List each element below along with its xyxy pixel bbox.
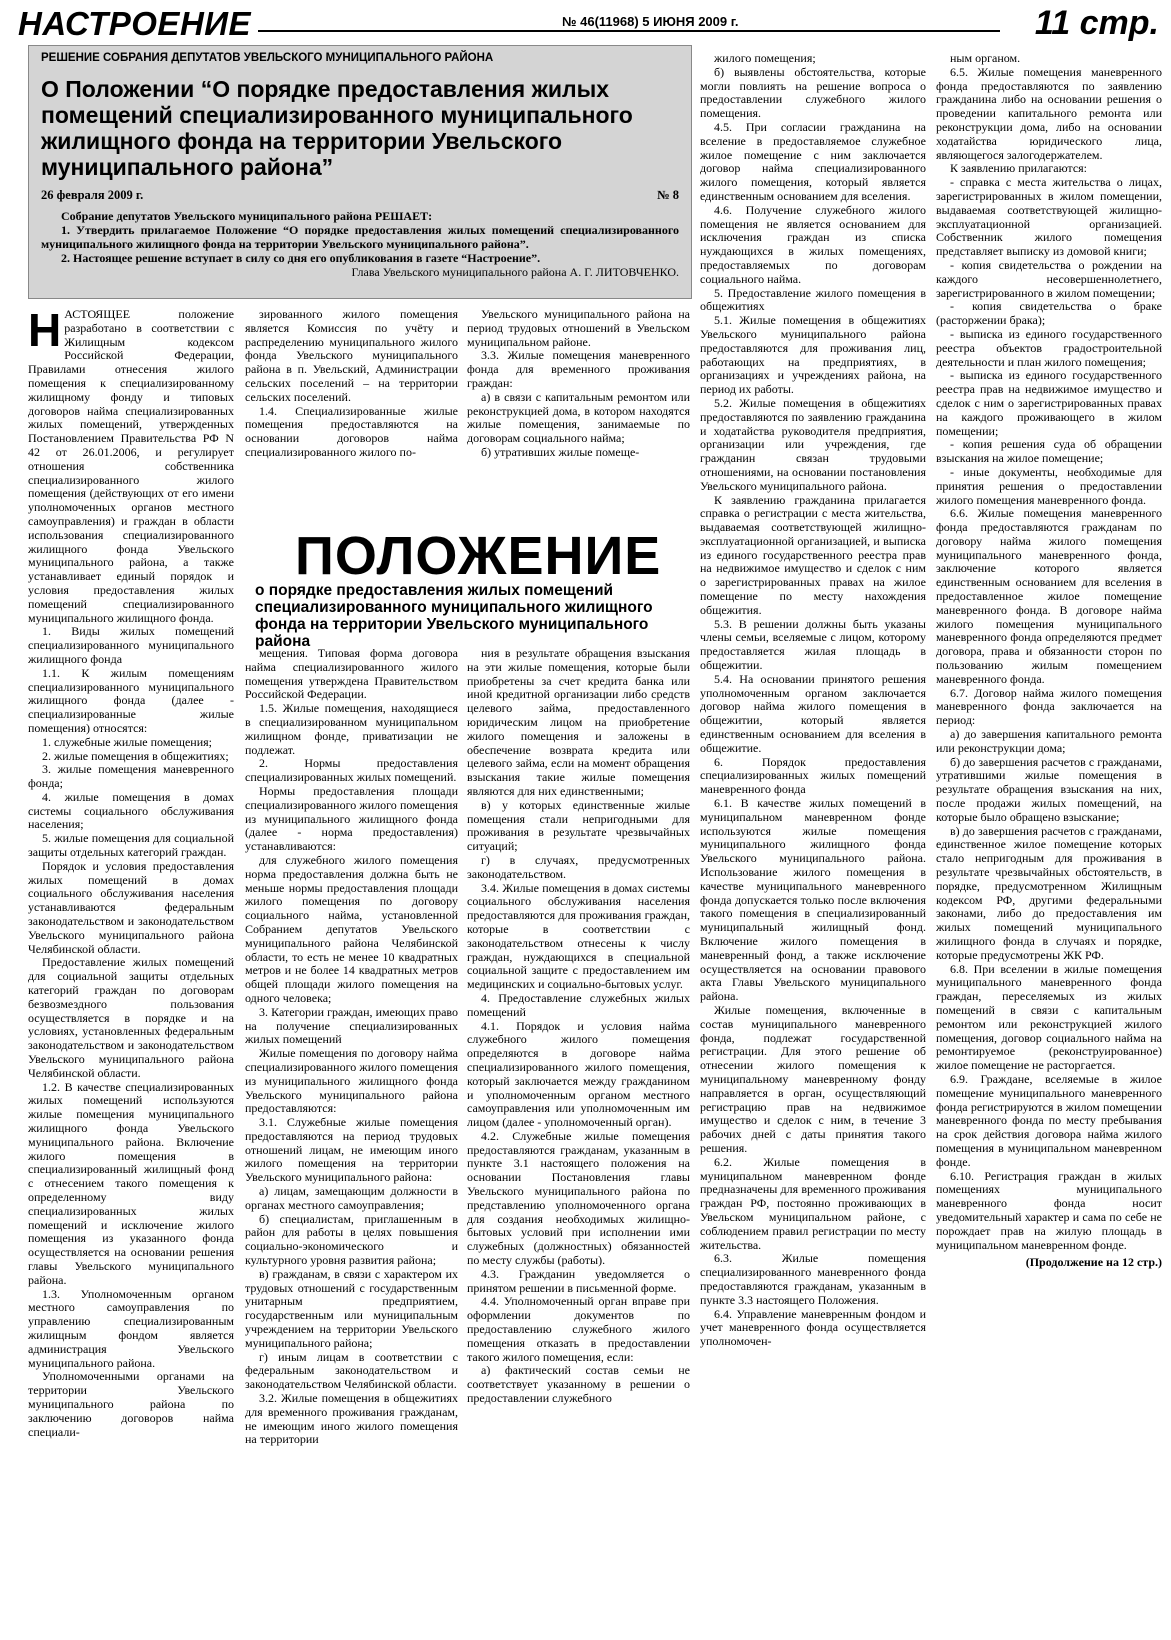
paragraph: 3.2. Жилые помещения в общежитиях для временного проживания гражданам, не имеющим иного жилого помещения на территории (245, 1391, 458, 1447)
paragraph: Предоставление жилых помещений для социальной защиты отдельных категорий граждан по договорам безвозмездного пользования осуществляется в порядке и на условиях, установленных федеральным законодательством и законодательством Увельского муниципального района Челябинской области. (28, 955, 234, 1080)
paragraph: 3.4. Жилые помещения в домах системы социального обслуживания населения предоставляются для проживания граждан, которые в соответствии с законодательством отнесены к числу граждан, нуждающихся в специальной социальной защите с предоставлением им медицинских и социально-бытовых услуг. (467, 880, 690, 992)
paragraph: 1.3. Уполномоченным органом местного самоуправления по управлению специализированным жилищным фондом является администрация Увельского муниципального района. (28, 1286, 234, 1370)
paragraph: - справка с места жительства о лицах, зарегистрированных в жилом помещении, выдаваемая соответствующей жилищно-эксплуатационной организацией. Собственник жилого помещения представляет выписку из домовой книги; (936, 175, 1162, 259)
paragraph: Уполномоченными органами на территории Увельского муниципального района по заключению договоров найма специали- (28, 1369, 234, 1439)
paragraph: - копия решения суда об обращении взыскания на жилое помещение; (936, 437, 1162, 466)
paragraph: ния в результате обращения взыскания на эти жилые помещения, которые были приобретены за счет кредита банка или иной кредитной организации либо средств целевого займа, предоставленного юридическим лицом на приобретение жилого помещения и заложены в обеспечение возврата кредита или целевого займа, если на момент обращения взыскания такие жилые помещения являются для них единственными; (467, 647, 690, 798)
paragraph: 5.3. В решении должны быть указаны члены семьи, вселяемые с лицом, которому предоставляется жилая площадь в общежитии. (700, 616, 926, 673)
paragraph: 1.1. К жилым помещениям специализированного муниципального жилищного фонда (далее - специализированные жилые помещения) относятся: (28, 665, 234, 735)
paragraph: - выписка из единого государственного реестра объектов градостроительной деятельности и план жилого помещения; (936, 326, 1162, 369)
paragraph: 6.2. Жилые помещения в муниципальном маневренном фонде предназначены для временного проживания граждан РФ, постоянно проживающих в Увельском муниципальном районе, с соблюдением правил регистрации по месту жительства. (700, 1154, 926, 1252)
column-5-text (936, 52, 1162, 1252)
paragraph: а) до завершения капитального ремонта или реконструкции дома; (936, 727, 1162, 755)
paragraph: б) до завершения расчетов с гражданами, утратившими жилые помещения в результате обращения взыскания на них, после продажи жилых помещений, на которые было обращено взыскание; (936, 754, 1162, 824)
paragraph: 6.3. Жилые помещения специализированного маневренного фонда предоставляются гражданам, указанным в пункте 3.3 настоящего Положения. (700, 1251, 926, 1307)
paragraph: г) в случаях, предусмотренных законодательством. (467, 852, 690, 881)
paragraph: б) выявлены обстоятельства, которые могли повлиять на решение вопроса о предоставлении служебного жилого помещения. (700, 64, 926, 121)
paragraph: АСТОЯЩЕЕ положение разработано в соответствии с Жилищным кодексом Российской Федерации, Правилами отнесения жилого помещения к специализированному жилищному фонду и типовых договоров найма специализированных жилых помещений, утвержденных Постановлением Правительства РФ N 42 от 26.01.2006, и регулирует отношения собственника специализированного жилого помещения (действующих от его имени уполномоченных органов местного самоуправления) и граждан в области использования специализированного жилищного фонда Увельского муниципального района, а также устанавливает единый порядок и условия предоставления жилых помещений специализированного муниципального жилищного фонда. (28, 308, 234, 625)
paragraph: 5. Предоставление жилого помещения в общежитиях (700, 285, 926, 314)
decision-heading: РЕШЕНИЕ СОБРАНИЯ ДЕПУТАТОВ УВЕЛЬСКОГО МУНИЦИПАЛЬНОГО РАЙОНА (41, 52, 494, 64)
paragraph: 4. Предоставление служебных жилых помещений (467, 990, 690, 1019)
decision-box (28, 45, 692, 299)
paragraph: мещения. Типовая форма договора найма специализированного жилого помещения утверждена Правительством Российской Федерации. (245, 647, 458, 702)
paragraph: 1.2. В качестве специализированных жилых помещений используются жилые помещения муниципального жилищного фонда Увельского муниципального района. Включение жилого помещения в специализированный жилищный фонд с отнесением такого помещения к определенному виду специализированных жилых помещений и исключение жилого помещения из указанного фонда осуществляется на основании решения главы Увельского муниципального района. (28, 1079, 234, 1287)
header-rule (258, 30, 1000, 32)
newspaper-title: НАСТРОЕНИЕ (18, 5, 252, 42)
column-3-top (467, 308, 690, 538)
paragraph: - копия свидетельства о рождении на каждого несовершеннолетнего, зарегистрированного в жилом помещении; (936, 257, 1162, 300)
column-2-top (245, 308, 458, 538)
decision-text-1: Собрание депутатов Увельского муниципального района РЕШАЕТ: (61, 209, 433, 223)
paragraph: а) в связи с капитальным ремонтом или реконструкцией дома, в котором находятся жилые помещения, занимаемые по договорам социального найма; (467, 389, 690, 446)
paragraph: а) лицам, замещающим должности в органах местного самоуправления; (245, 1184, 458, 1212)
column-2-bottom (245, 647, 458, 1640)
paragraph: 1. служебные жилые помещения; (42, 734, 212, 749)
paragraph: б) утративших жилые помеще- (481, 444, 640, 459)
decision-title: О Положении “О порядке предоставления жилых помещений специализированного муниципального жилищного фонда на территории Увельского муниципального района” (41, 76, 633, 180)
paragraph: - выписка из единого государственного реестра прав на недвижимое имущество и сделок с ним о зарегистрированных правах на каждого проживающего в жилом помещении; (936, 368, 1162, 438)
paragraph: в) гражданам, в связи с характером их трудовых отношений с государственным унитарным предприятием, государственным или муниципальным учреждением на территории Увельского муниципального района; (245, 1266, 458, 1350)
paragraph: 4.2. Служебные жилые помещения предоставляются гражданам, указанным в пункте 3.1 настоящего положения на основании Постановления главы Увельского муниципального района по представлению уполномоченного органа для создания необходимых жилищно-бытовых условий при исполнении ими служебных (должностных) обязанностей по месту службы (работы). (467, 1128, 690, 1268)
decision-date-line (41, 188, 679, 203)
paragraph: 3.1. Служебные жилые помещения предоставляются на период трудовых отношений лицам, не имеющим иного жилого помещения на территории Увельского муниципального района: (245, 1115, 458, 1185)
paragraph: 6.9. Граждане, вселяемые в жилое помещение муниципального маневренного фонда регистрируются в жилом помещении маневренного фонда по месту пребывания на срок действия договора найма жилого помещения в муниципальном маневренном фонде. (936, 1071, 1162, 1169)
paragraph: 4.4. Уполномоченный орган вправе при оформлении документов по предоставлению служебного жилого помещения отказать в предоставлении такого жилого помещения, если: (467, 1294, 690, 1364)
paragraph: 6.5. Жилые помещения маневренного фонда предоставляются по заявлению гражданина либо на основании решения о проведении капитального ремонта или реконструкции дома, либо на основании ходатайства юридического лица, являющегося залогодержателем. (936, 64, 1162, 162)
polozhenie-title: ПОЛОЖЕНИЕ (295, 526, 662, 586)
decision-date: 26 февраля 2009 г. (41, 188, 144, 202)
paragraph: в) до завершения расчетов с гражданами, единственное жилое помещение которых стало непригодным для проживания в результате чрезвычайных обстоятельств, в порядке, предусмотренном Жилищным кодексом РФ, другими федеральными законами, либо до предоставления им жилых помещений муниципального жилищного фонда в случаях и порядке, которые предусмотрены ЖК РФ. (936, 823, 1162, 962)
paragraph: Жилые помещения, включенные в состав муниципального маневренного фонда, подлежат государственной регистрации. Для этого решение об отнесении жилого помещения к муниципальному маневренному фонду направляется в орган, осуществляющий регистрацию прав на недвижимое имущество и сделок с ним, в течение 3 рабочих дней с даты принятия такого решения. (700, 1002, 926, 1155)
paragraph: а) фактический состав семьи не соответствует указанному в решении о предоставлении служебного (467, 1363, 690, 1406)
decision-text-2: 1. Утвердить прилагаемое Положение “О порядке предоставления жилых помещений специализированного муниципального жилищного фонда на территории Увельского муниципального района”. (41, 223, 679, 251)
polozhenie-subtitle: о порядке предоставления жилых помещений специализированного муниципального жилищного фонда на территории Увельского муниципального района (255, 582, 653, 650)
paragraph: - иные документы, необходимые для принятия решения о предоставлении жилого помещения маневренного фонда. (936, 464, 1162, 507)
paragraph: Нормы предоставления площади специализированного жилого помещения из муниципального жилищного фонда (далее - норма предоставления) устанавливаются: (245, 783, 458, 854)
paragraph: Увельского муниципального района на период трудовых отношений в Увельском муниципальном районе. (467, 308, 690, 349)
column-1 (28, 308, 234, 1640)
paragraph: 6.10. Регистрация граждан в жилых помещениях муниципального маневренного фонда носит уведомительный характер и сама по себе не порождает прав на жилую площадь в муниципальном маневренном фонде. (936, 1168, 1162, 1252)
paragraph: 5.2. Жилые помещения в общежитиях предоставляются по заявлению гражданина и ходатайства руководителя предприятия, организации или учреждения, где гражданин связан трудовыми отношениями, на основании постановления Увельского муниципального района. (700, 395, 926, 493)
paragraph: 4.1. Порядок и условия найма служебного жилого помещения определяются в договоре найма специализированного жилого помещения, который заключается между гражданином и уполномоченным органом местного самоуправления или уполномоченным им лицом (далее - уполномоченный орган). (467, 1018, 690, 1130)
paragraph: Жилые помещения по договору найма специализированного жилого помещения из муниципального жилищного фонда Увельского муниципального района предоставляются: (245, 1046, 458, 1116)
paragraph: 1.5. Жилые помещения, находящиеся в специализированном муниципальном жилищном фонде, приватизации не подлежат. (245, 701, 458, 757)
paragraph: 6.6. Жилые помещения маневренного фонда предоставляются гражданам по договору найма жилого помещения муниципального маневренного фонда, заключение которого является единственным основанием для вселения в предоставленное жилое помещение маневренного фонда. В договоре найма жилого помещения муниципального маневренного фонда определяются предмет договора, права и обязанности сторон по пользованию жилым помещением маневренного фонда. (936, 506, 1162, 686)
column-5 (936, 52, 1162, 1640)
paragraph: 3. жилые помещения маневренного фонда; (28, 762, 234, 791)
column-3-bottom (467, 647, 690, 1640)
paragraph: 6.4. Управление маневренным фондом и учет маневренного фонда осуществляется уполномочен- (700, 1306, 926, 1349)
paragraph: в) у которых единственные жилые помещения стали непригодными для проживания в результате чрезвычайных ситуаций; (467, 797, 690, 854)
paragraph: зированного жилого помещения является Комиссия по учёту и распределению муниципального жилого фонда Увельского муниципального района в п. Увельский, Администрации сельских поселений – на территории сельских поселений. (245, 308, 458, 404)
paragraph: б) специалистам, приглашенным в район для работы в целях повышения социально-экономического и культурного уровня развития района; (245, 1211, 458, 1268)
paragraph: 6.1. В качестве жилых помещений в муниципальном маневренном фонде используются жилые помещения муниципального жилищного фонда Увельского муниципального района. Использование жилого помещения в качестве муниципального маневренного фонда допускается только после включения такого помещения в специализированный муниципальный жилищный фонд. Включение жилого помещения в маневренный фонд, а также исключение осуществляется на основании правового акта Главы Увельского муниципального района. (700, 796, 926, 1004)
paragraph: - копия свидетельства о браке (расторжении брака); (936, 299, 1162, 328)
paragraph: 4.3. Гражданин уведомляется о принятом решении в письменной форме. (467, 1266, 690, 1295)
paragraph: жилого помещения; (714, 52, 816, 65)
page-number: 11 стр. (1034, 4, 1159, 42)
paragraph: 5. жилые помещения для социальной защиты отдельных категорий граждан. (28, 831, 234, 860)
paragraph: 3.3. Жилые помещения маневренного фонда для временного проживания граждан: (467, 348, 690, 390)
decision-signature: Глава Увельского муниципального района А. Г. ЛИТОВЧЕНКО. (351, 265, 679, 279)
decision-number: № 8 (657, 188, 679, 202)
paragraph: 2. жилые помещения в общежитиях; (42, 748, 229, 763)
paragraph: 4.6. Получение служебного жилого помещения не является основанием для исключения граждан из списка нуждающихся в жилых помещениях, предоставляемых по договорам социального найма. (700, 202, 926, 286)
paragraph: 6.7. Договор найма жилого помещения маневренного фонда заключается на период: (936, 685, 1162, 728)
paragraph: 4. жилые помещения в домах системы социального обслуживания населения; (28, 789, 234, 832)
paragraph: г) иным лицам в соответствии с федеральным законодательством и законодательством Челябинской области. (245, 1349, 458, 1392)
paragraph: 5.4. На основании принятого решения уполномоченным органом заключается договор найма жилого помещения в общежитии, который является единственным основанием для вселения в общежитие. (700, 671, 926, 755)
continued-note: (Продолжение на 12 стр.) (1025, 1255, 1162, 1270)
paragraph: 5.1. Жилые помещения в общежитиях Увельского муниципального района предоставляются для проживания лиц, работающих на предприятиях, в организациях и учреждениях района, на период их работы. (700, 313, 926, 397)
paragraph: 3. Категории граждан, имеющих право на получение специализированных жилых помещений (245, 1004, 458, 1047)
paragraph: 6. Порядок предоставления специализированных жилых помещений маневренного фонда (700, 754, 926, 797)
paragraph: К заявлению гражданина прилагается справка о регистрации с места жительства, выдаваемая соответствующей жилищно-эксплуатационной организацией, и выписка из единого государственного реестра прав на недвижимое имущество и сделок с ним о зарегистрированных правах на жилое помещение по месту нахождения общежития. (700, 492, 926, 617)
issue-info: № 46(11968) 5 ИЮНЯ 2009 г. (562, 14, 739, 29)
paragraph: 4.5. При согласии гражданина на вселение в предоставляемое служебное жилое помещение с ним заключается договор найма специализированного жилого помещения, который является единственным основанием для вселения. (700, 119, 926, 203)
paragraph: 6.8. При вселении в жилые помещения муниципального маневренного фонда граждан, переселяемых из жилых помещений в связи с капитальным ремонтом или реконструкцией жилого помещения, договор социального найма на ремонтируемое (реконструированное) жилое помещение не расторгается. (936, 961, 1162, 1073)
paragraph: Порядок и условия предоставления жилых помещений в домах социального обслуживания населения устанавливаются федеральным законодательством и законодательством Увельского муниципального района Челябинской области. (28, 858, 234, 956)
column-1-text (28, 308, 234, 1439)
paragraph: ным органом. (950, 52, 1021, 65)
paragraph: 1.4. Специализированные жилые помещения предоставляются на основании договоров найма специализированного жилого по- (245, 403, 458, 459)
paragraph: 2. Нормы предоставления специализированных жилых помещений. (245, 756, 458, 785)
paragraph: К заявлению прилагаются: (950, 161, 1088, 176)
drop-cap: Н (28, 308, 62, 356)
column-4 (700, 52, 926, 1640)
paragraph: для служебного жилого помещения норма предоставления должна быть не меньше нормы предоставления площади жилого помещения по договору социального найма, установленной Собранием депутатов Увельского муниципального района Челябинской области, то есть не менее 10 квадратных метров и не более 14 квадратных метров общей площади жилого помещения на одного человека; (245, 852, 458, 1005)
decision-text-3: 2. Настоящее решение вступает в силу со дня его опубликования в газете “Настроение”. (61, 251, 541, 265)
paragraph: 1. Виды жилых помещений специализированного муниципального жилищного фонда (28, 624, 234, 666)
